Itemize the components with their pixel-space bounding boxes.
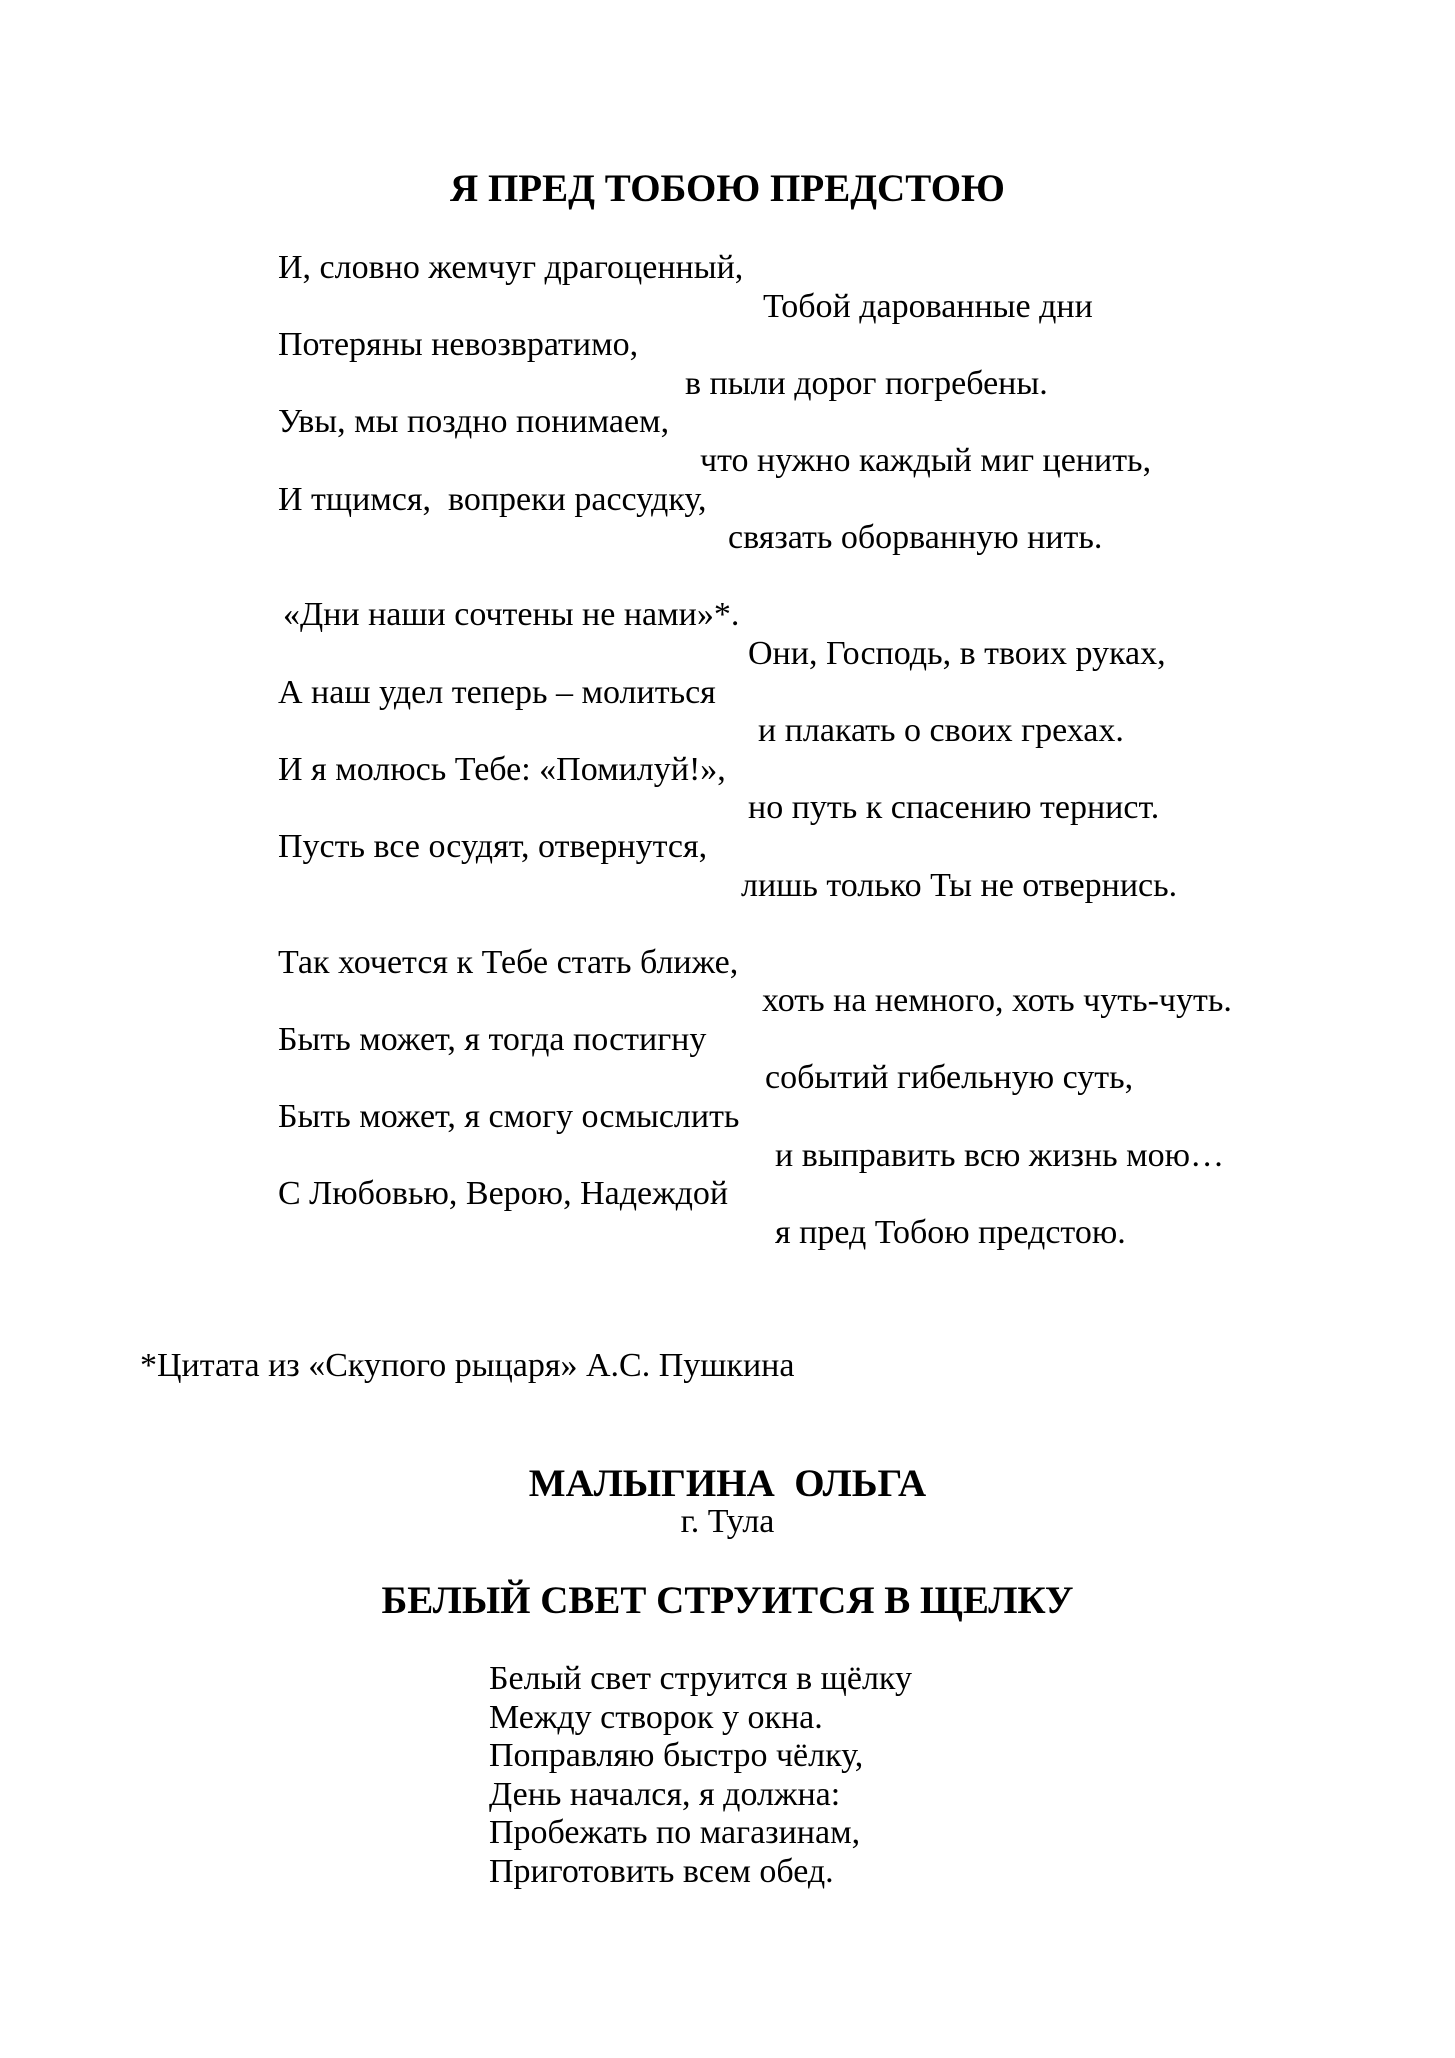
poem-line: что нужно каждый миг ценить, [700,441,1152,479]
poem-line: событий гибельную суть, [765,1059,1134,1097]
poem-line: хоть на немного, хоть чуть-чуть. [762,982,1232,1020]
poem-line [0,558,1455,597]
poem-line: Они, Господь, в твоих руках, [748,634,1166,672]
poem-line: А наш удел теперь – молиться [278,673,716,711]
poem-line: Быть может, я смогу осмыслить [278,1098,740,1136]
poem-line: Между створок у окна. [489,1698,823,1736]
poem-1-title: Я ПРЕД ТОБОЮ ПРЕДСТОЮ [450,167,1005,210]
poem-line: Пусть все осудят, отвернутся, [278,827,708,865]
poem-line: И, словно жемчуг драгоценный, [278,249,744,286]
poem-line: и плакать о своих грехах. [758,712,1124,750]
poem-line: Белый свет струится в щёлку [489,1660,912,1697]
poem-line: День начался, я должна: [489,1775,841,1813]
poem-1-lines [0,249,1455,1252]
poem-line: в пыли дорог погребены. [685,364,1048,402]
poem-line: лишь только Ты не отвернись. [741,866,1178,904]
poem-line: И тщимся, вопреки рассудку, [278,480,707,518]
author-city: г. Тула [680,1503,775,1540]
poem-line: Тобой дарованные дни [763,287,1093,325]
poem-line: «Дни наши сочтены не нами»*. [283,596,740,634]
poem-line: И я молюсь Тебе: «Помилуй!», [278,750,726,788]
poem-line [0,905,1455,944]
poem-line: Приготовить всем обед. [489,1852,834,1890]
poem-line: Так хочется к Тебе стать ближе, [278,943,739,981]
poem-line: Пробежать по магазинам, [489,1814,861,1852]
poem-line: и выправить всю жизнь мою… [775,1136,1225,1174]
poem-line: Увы, мы поздно понимаем, [278,403,670,441]
poem-line: С Любовью, Верою, Надеждой [278,1175,729,1213]
poem-2-lines [0,1660,1455,1892]
poem-1-footnote: *Цитата из «Скупого рыцаря» А.С. Пушкина [140,1347,795,1384]
poem-line: но путь к спасению тернист. [748,789,1160,827]
author-name: МАЛЫГИНА ОЛЬГА [528,1462,927,1505]
poem-line: Поправляю быстро чёлку, [489,1737,864,1775]
poem-line: Быть может, я тогда постигну [278,1020,707,1058]
poem-line: связать оборванную нить. [728,519,1103,557]
poem-2-title: БЕЛЫЙ СВЕТ СТРУИТСЯ В ЩЕЛКУ [381,1579,1074,1622]
poem-line: Потеряны невозвратимо, [278,326,639,364]
poem-line: я пред Тобою предстою. [775,1213,1126,1251]
